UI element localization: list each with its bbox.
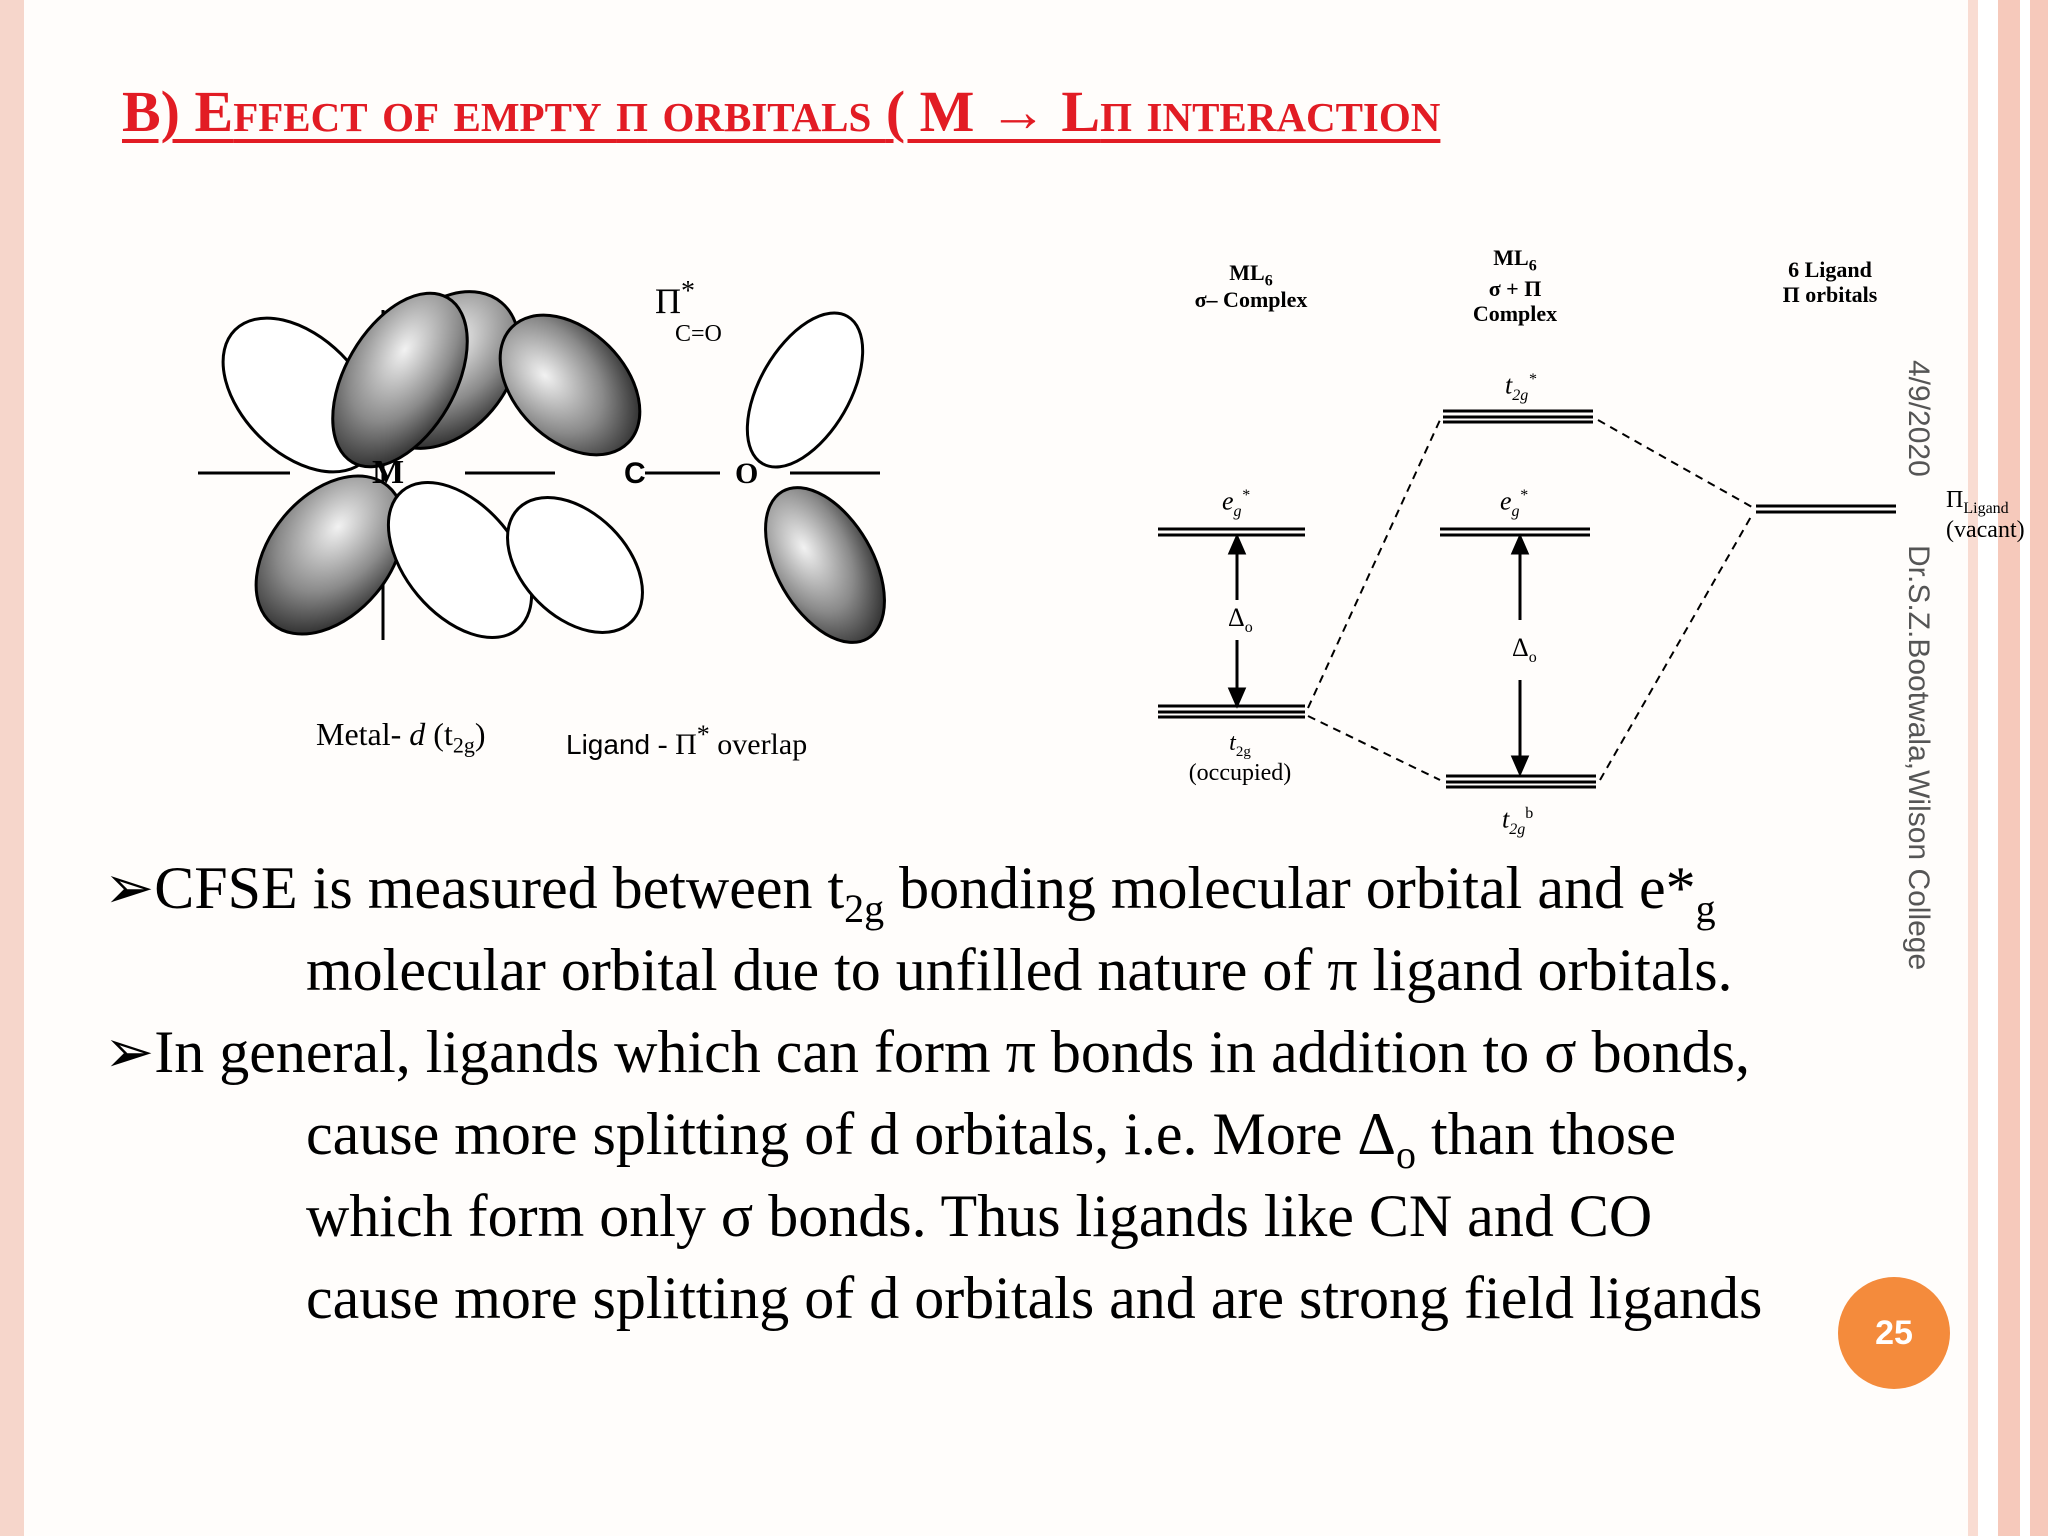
metal-caption: Metal- d $(t_{2g})$ xyxy=(316,716,486,758)
col1-header: $ML_6$ σ– Complex xyxy=(1194,260,1308,313)
t2g-star-label: $t_{2g}^*$ xyxy=(1505,370,1537,404)
ligand-caption: Ligand - Π* overlap xyxy=(566,720,808,761)
eg-star-label-right: $e_g^*$ xyxy=(1500,486,1528,520)
col2-header: $ML_6$ σ + Π Complex xyxy=(1472,245,1558,327)
bullet-2-line-1: ➢In general, ligands which can form π bonds in addition to σ bonds, xyxy=(104,1019,1750,1085)
pi-star-co-subscript: C=O xyxy=(675,321,722,347)
pi-star-lobe-o-lower xyxy=(741,467,909,662)
eg-star-label-left: $e_g^*$ xyxy=(1222,486,1250,520)
bullet-1-line-2: molecular orbital due to unfilled nature of π ligand orbitals. xyxy=(306,937,1733,1003)
slide-title: B) Effect of empty π orbitals ( M → Lπ interaction xyxy=(122,79,1441,144)
pi-star-co-label: Π* xyxy=(655,276,695,321)
correlation-lines xyxy=(1308,420,1752,780)
atom-m-label: M xyxy=(372,454,405,491)
atom-o-label: O xyxy=(735,457,759,490)
col3-header: 6 Ligand Π orbitals xyxy=(1782,257,1878,308)
delta-o-right: $\Delta_o$ xyxy=(1512,633,1537,667)
bullet-2-line-2: cause more splitting of d orbitals, i.e. More $\Delta_o$ than those xyxy=(306,1101,1676,1177)
bullet-1-line-1: ➢CFSE is measured between $t_{2g}$ bonding molecular orbital and $e*_g$ xyxy=(104,855,1716,931)
delta-o-left: $\Delta_o$ xyxy=(1228,603,1253,637)
t2g-bonding-label: $t_{2g}^b$ xyxy=(1502,804,1534,838)
atom-c-label: C xyxy=(624,457,646,490)
bullet-2-line-3: which form only σ bonds. Thus ligands like CN and CO xyxy=(306,1183,1653,1249)
pi-ligand-label: $\Pi_{Ligand}$ (vacant) xyxy=(1946,487,2025,544)
slide-date: 4/9/2020 xyxy=(1902,360,1935,477)
page-number-badge: 25 xyxy=(1838,1277,1950,1389)
bullet-2-line-4: cause more splitting of d orbitals and are strong field ligands xyxy=(306,1265,1763,1331)
t2g-occupied-label: $t_{2g}$ (occupied) xyxy=(1188,730,1292,787)
slide-author: Dr.S.Z.Bootwala,Wilson College xyxy=(1902,545,1935,971)
